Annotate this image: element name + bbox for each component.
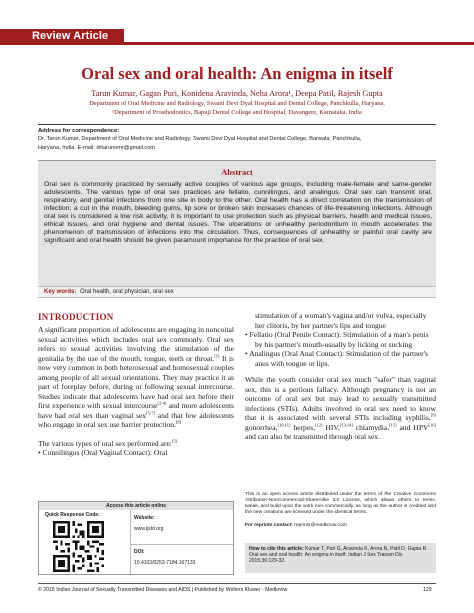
- introduction-heading: INTRODUCTION: [38, 312, 114, 322]
- ref-5[interactable]: [5]: [171, 437, 178, 443]
- rp-c: herpes,: [290, 422, 315, 432]
- abstract-box: [38, 160, 436, 286]
- intro-p1-b: It is now very common in both heterosexual and homosexual couples among people of all sexual orientations. They may practice it as part of foreplay before, during or following sexual intercourse. Studies indicate that adolescents have had oral sex before their first experience with sexual intercourse: [38, 353, 234, 410]
- footer-rule: [38, 583, 436, 584]
- rp-f: and HPV: [396, 422, 429, 432]
- ref-12[interactable]: [12]: [314, 421, 323, 427]
- rp-g: and can also be transmitted through oral sex.: [245, 432, 380, 441]
- bullet-cunnilingus-continued: stimulation of a woman's vagina and/or vulva, especially her clitoris, by her partner's lips and tongue: [255, 311, 427, 330]
- ref-4[interactable]: [8]: [175, 419, 182, 425]
- intro-p1-c: and more adolescents have had oral sex than vaginal sex: [38, 401, 234, 420]
- correspondence-line-2: Haryana, India. E-mail: drtarunomr@gmail.com: [38, 145, 155, 151]
- qr-label: Quick Response Code:: [45, 512, 100, 518]
- abstract-heading: Abstract: [221, 167, 253, 177]
- right-paragraph: [245, 375, 436, 442]
- left-column: [38, 325, 234, 467]
- access-heading: Access this article online: [39, 502, 233, 510]
- access-online-box: [38, 501, 234, 575]
- footer-copyright: © 2015 Indian Journal of Sexually Transmitted Diseases and AIDS | Published by Wolters Kluwer - Medknow: [38, 587, 288, 593]
- ref-15[interactable]: [15]: [389, 421, 397, 427]
- ref-16[interactable]: [16]: [428, 421, 436, 427]
- doi-link[interactable]: 10.4103/0253-7184.167133: [134, 560, 196, 566]
- doi-label: DOI:: [134, 549, 145, 555]
- rp-a: While the youth consider oral sex much "safer" than vaginal sex, this is a perilous fallacy. Although pregnancy is not an outcome of oral sex but may lead to sexually transmitted infections (STIs). Adults involved in oral sex need to know that it is associated with several STIs including syphilis,: [245, 375, 436, 422]
- ref-1[interactable]: [1]: [214, 352, 220, 358]
- affiliation-1: Department of Oral Medicine and Radiology, Swami Devi Dyal Hospital and Dental College, Panchkulla, Haryana,: [89, 100, 385, 107]
- affiliation-2: ¹Department of Prosthodontics, Bapuji Dental College and Hospital, Davangere, Karnataka, India: [112, 109, 362, 116]
- website-link[interactable]: www.ijstd.org: [134, 526, 164, 532]
- abstract-text: Oral sex is commonly practiced by sexually active couples of various age groups, including male-female and same-gender adolescents. The various type of oral sex practices are fellatio, cunnilingus, and analingus. Oral sex can transmit oral, respiratory, and genital infections from one site in body to the other. Oral health has a direct correlation on the transmission of infection; a cut in the mouth, bleeding gums, lip sore or broken skin increases chances of life-threatening infections. Although oral sex is considered a low risk activity, it is important to use protection such as physical barriers, health and medical issues, ethical issues, and oral hygiene and dental issues. The ulcerations or unhealthy periodontium in mouth accelerates the phenomenon of transmission of infections into the circulation. Thus, consequences of unhealthy or painful oral cavity are significant and oral health should be given paramount importance for the practice of oral sex.: [44, 181, 432, 245]
- ref-10[interactable]: [10,11]: [277, 421, 291, 427]
- rp-e: chlamydia,: [352, 422, 390, 432]
- citation-body: Kumar T, Puri G, Aravinda K, Arora N, Patil D, Gupta R. Oral sex and oral health: An enigma in itself. Indian J Sex Transm Dis 2015;36:129-32.: [249, 546, 428, 564]
- reprints-email[interactable]: reprints@medknow.com: [292, 523, 347, 528]
- ref-9[interactable]: [9]: [430, 412, 436, 418]
- rp-d: HIV,: [322, 422, 340, 432]
- citation-text: [249, 546, 432, 564]
- qr-code-icon[interactable]: [53, 521, 104, 572]
- correspondence-line-1: Dr. Tarun Kumar, Department of Oral Medicine and Radiology, Swami Devi Dyal Hospital and Dental College, Barwala, Panchkulla,: [38, 136, 362, 142]
- rp-b: gonorrhea,: [245, 422, 278, 432]
- access-vertical-divider: [130, 510, 131, 574]
- intro-p1-d: and that few adolescents who engage in oral sex use barrier protection.: [38, 410, 234, 429]
- correspondence-title: Address for correspondence:: [38, 128, 120, 134]
- article-title: Oral sex and oral health: An enigma in itself: [81, 64, 393, 83]
- banner-label: Review Article: [32, 30, 109, 42]
- keywords-box: [38, 286, 436, 298]
- article-type-banner: [0, 29, 474, 45]
- correspondence-top-rule: [38, 124, 436, 125]
- keywords-label: Key words:: [44, 289, 77, 295]
- access-horizontal-divider: [130, 544, 233, 545]
- ref-3[interactable]: [5-7]: [146, 409, 156, 415]
- intro-paragraph-1: [38, 325, 234, 430]
- citation-label: How to cite this article:: [249, 546, 304, 552]
- citation-box: [245, 543, 436, 573]
- reprints-line: [245, 523, 347, 528]
- keywords-value: Oral health, oral physician, oral sex: [80, 289, 174, 295]
- author-list: Tarun Kumar, Gagan Puri, Konidena Aravinda, Neha Arora¹, Deepa Patil, Rajesh Gupta: [91, 89, 383, 98]
- right-column: [245, 311, 436, 442]
- bullet-analingus: • Analingus (Oral Anal Contact): Stimulation of the partner's anus with tongue or lips.: [245, 349, 428, 368]
- banner-line: [124, 42, 474, 45]
- page-number: 129: [423, 587, 432, 593]
- bullet-fellatio: • Fellatio (Oral Penile Contact): Stimulation of a man's penis by his partner's mouth-usually by licking or sucking: [245, 330, 429, 349]
- website-label: Website:: [134, 515, 155, 521]
- ref-2[interactable]: [2-4]: [157, 400, 167, 406]
- ref-13[interactable]: [13,14]: [339, 421, 353, 427]
- bullet-cunnilingus: • Cunnilingus (Oral Vaginal Contact): Oral: [38, 448, 168, 457]
- intro-p1-a: A significant proportion of adolescents are engaging in noncoital sexual activities which includes oral sex commonly. Oral sex refers to sexual activities involving the stimulation of the genitalia by the use of the mouth, tongue, teeth or throat.: [38, 325, 234, 363]
- intro-paragraph-2: [38, 439, 234, 449]
- license-text: This is an open access article distributed under the terms of the Creative Commons Attribution-NonCommercial-ShareAlike 3.0 License, which allows others to remix, tweak, and build upon the work non-commercially, as long as the author is credited and the new creations are licensed under the identical terms.: [245, 492, 436, 515]
- reprints-label: For reprints contact:: [245, 523, 293, 528]
- intro-p2: The various types of oral sex performed are:: [38, 438, 172, 448]
